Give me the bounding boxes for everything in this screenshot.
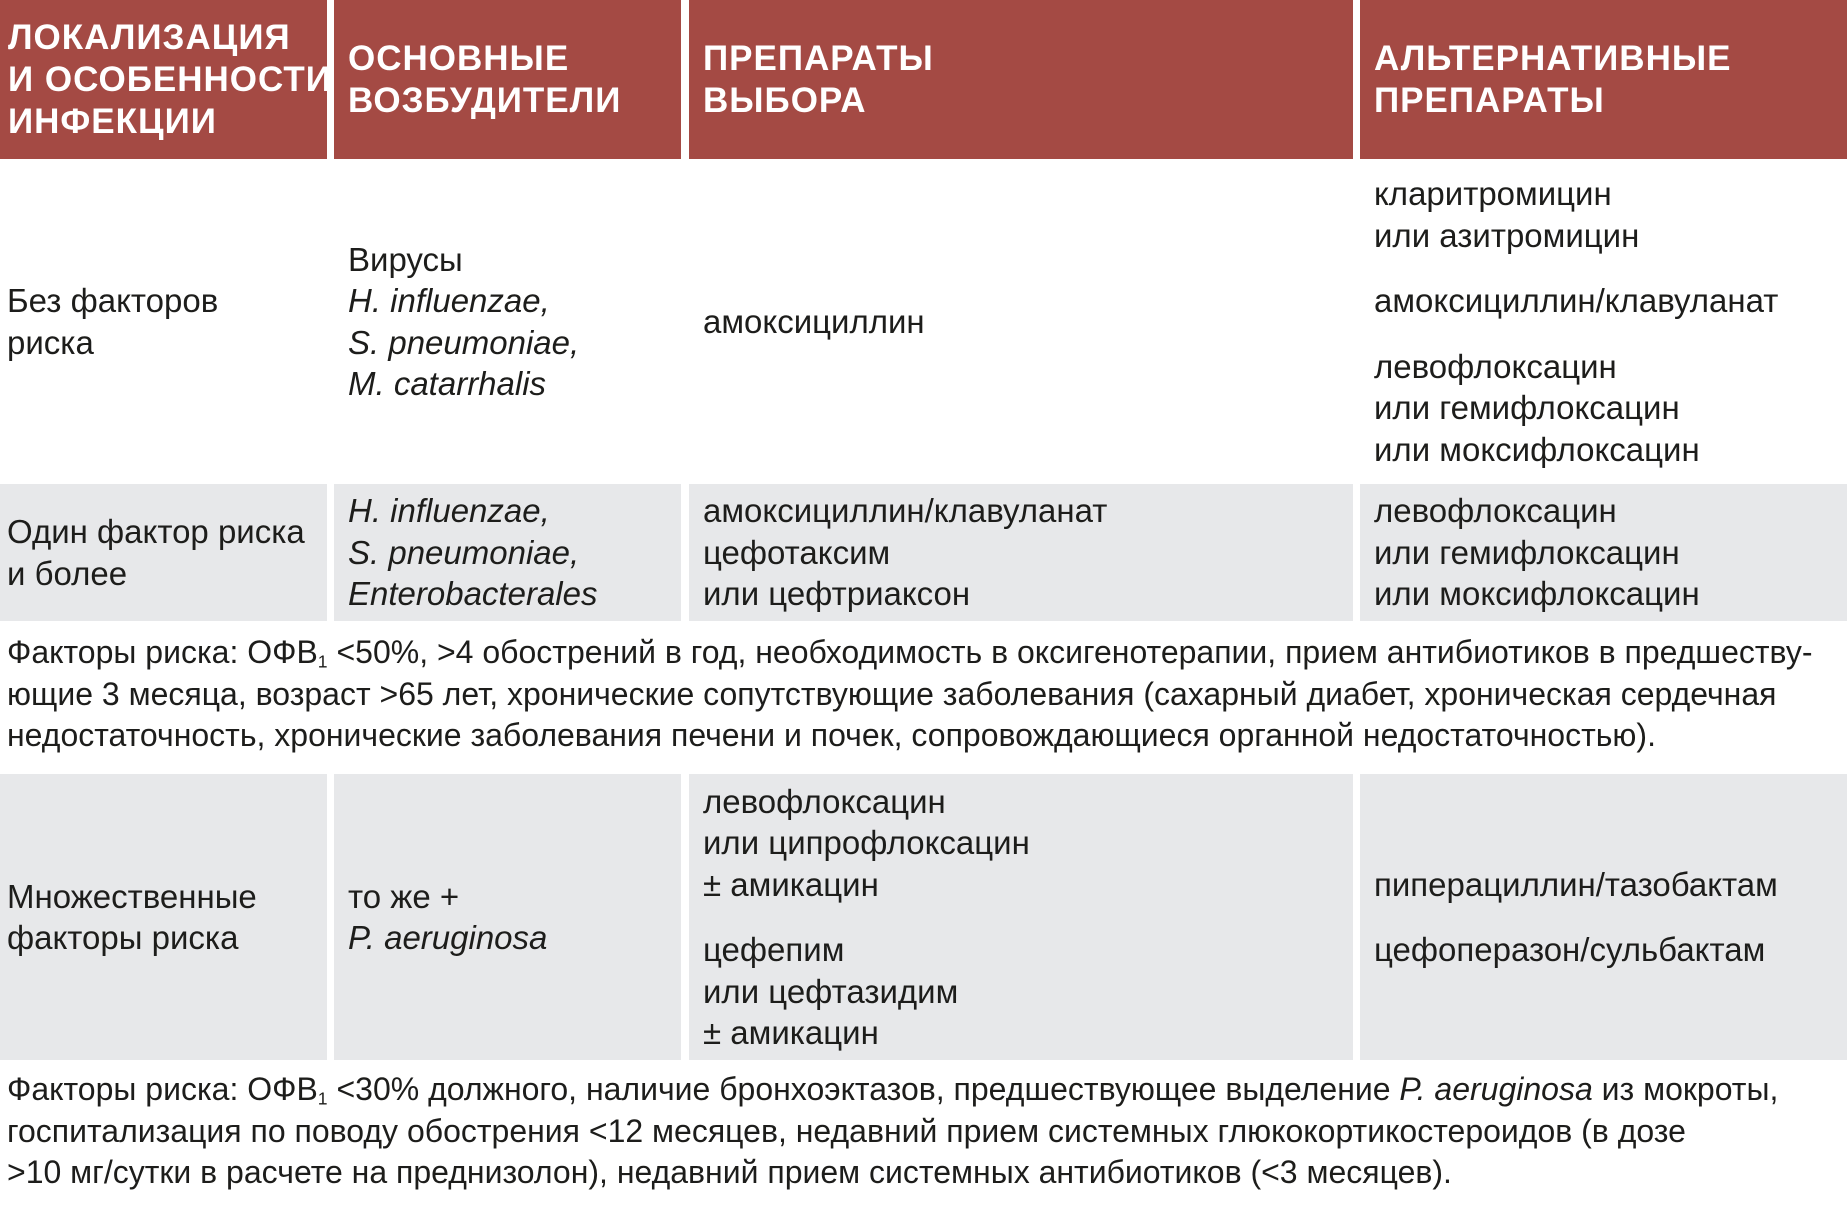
cell-text: Вирусы: [348, 240, 463, 278]
cell-text: и более: [7, 554, 128, 592]
cell-pathogens: [334, 159, 681, 484]
cell-text: S. pneumoniae,: [348, 323, 580, 361]
header-text: ПРЕПАРАТЫ: [703, 38, 934, 78]
header-text: ИНФЕКЦИИ: [8, 101, 217, 141]
cell-alternatives: [1360, 774, 1847, 1060]
note-text: госпитализация по поводу обострения <12 месяцев, недавний прием системных глюкокортикостероидов (в дозе: [7, 1112, 1686, 1149]
header-text: ПРЕПАРАТЫ: [1374, 80, 1605, 120]
cell-text: левофлоксацин: [1374, 347, 1617, 385]
cell-text: M. catarrhalis: [348, 365, 547, 402]
table-row: [0, 159, 1847, 484]
spacer: [703, 905, 1341, 929]
risk-factors-note: [7, 1069, 1837, 1194]
cell-drugs: [689, 159, 1353, 484]
cell-text: цефотаксим: [703, 533, 891, 571]
cell-text: амоксициллин: [703, 302, 925, 340]
header-drugs: [689, 0, 1353, 159]
header-text: АЛЬТЕРНАТИВНЫЕ: [1374, 38, 1732, 78]
table-row: [0, 484, 1847, 621]
cell-text: Множественные: [7, 877, 257, 915]
cell-text: факторы риска: [7, 919, 239, 956]
table-row: [0, 774, 1847, 1060]
header-text: ОСНОВНЫЕ: [348, 38, 570, 78]
cell-text: левофлоксацин: [1374, 492, 1617, 530]
note-subscript: 1: [317, 1088, 328, 1109]
cell-pathogens: [334, 774, 681, 1060]
header-text: ВОЗБУДИТЕЛИ: [348, 80, 622, 120]
note-text: Факторы риска: ОФВ: [7, 634, 318, 670]
cell-text: S. pneumoniae,: [348, 533, 580, 571]
cell-text: амоксициллин/клавуланат: [703, 492, 1108, 530]
cell-text: H. influenzae,: [348, 282, 550, 319]
cell-pathogens: [334, 484, 681, 621]
note-text: >10 мг/сутки в расчете на преднизолон), недавний прием системных антибиотиков (<3 месяцев).: [7, 1154, 1452, 1190]
cell-text: или азитромицин: [1374, 216, 1640, 254]
header-alternatives: [1360, 0, 1847, 159]
header-location: [0, 0, 332, 159]
cell-text: кларитромицин: [1374, 175, 1612, 212]
note-text: ющие 3 месяца, возраст >65 лет, хронические сопутствующие заболевания (сахарный диабет, хроническая сердечная: [7, 675, 1777, 712]
header-pathogens: [334, 0, 681, 159]
cell-text: Один фактор риска: [7, 513, 305, 550]
cell-text: пиперациллин/тазобактам: [1374, 865, 1778, 903]
cell-text: или цефтазидим: [703, 972, 959, 1010]
cell-text: цефоперазон/сульбактам: [1374, 931, 1766, 968]
cell-text: амоксициллин/клавуланат: [1374, 282, 1779, 319]
cell-drugs: [689, 774, 1353, 1060]
cell-drugs: [689, 484, 1353, 621]
cell-text: или моксифлоксацин: [1374, 575, 1700, 613]
cell-alternatives: [1360, 159, 1847, 484]
header-text: И ОСОБЕННОСТИ: [8, 59, 332, 99]
cell-text: или ципрофлоксацин: [703, 824, 1030, 861]
note-subscript: 1: [317, 651, 328, 672]
cell-text: Без факторов: [7, 282, 219, 319]
cell-text: риска: [7, 323, 94, 361]
table-header: [0, 0, 1847, 159]
header-text: ЛОКАЛИЗАЦИЯ: [8, 17, 291, 57]
cell-text: ± амикацин: [703, 865, 879, 903]
note-text: <50%, >4 обострений в год, необходимость в оксигенотерапии, прием антибиотиков в предшеству-: [327, 634, 1813, 670]
spacer: [1374, 322, 1835, 346]
note-text: Факторы риска: ОФВ: [7, 1071, 318, 1107]
spacer: [1374, 256, 1835, 280]
cell-text: или гемифлоксацин: [1374, 389, 1680, 426]
cell-text: или моксифлоксацин: [1374, 430, 1700, 468]
cell-text: Enterobacterales: [348, 575, 598, 613]
cell-location: [0, 484, 327, 621]
cell-alternatives: [1360, 484, 1847, 621]
header-text: ВЫБОРА: [703, 80, 867, 120]
cell-text: цефепим: [703, 931, 845, 968]
cell-location: [0, 159, 327, 484]
cell-text: H. influenzae,: [348, 492, 550, 530]
cell-text: P. aeruginosa: [348, 919, 548, 956]
note-text: P. aeruginosa: [1399, 1071, 1593, 1107]
spacer: [1374, 905, 1835, 929]
note-text: недостаточность, хронические заболевания печени и почек, сопровождающиеся органной недостаточностью).: [7, 717, 1656, 753]
cell-text: или цефтриаксон: [703, 575, 971, 613]
cell-text: левофлоксацин: [703, 782, 946, 820]
cell-text: то же +: [348, 877, 460, 915]
note-text: <30% должного, наличие бронхоэктазов, предшествующее выделение: [327, 1071, 1400, 1107]
risk-factors-note: [7, 632, 1837, 757]
cell-text: или гемифлоксацин: [1374, 533, 1680, 571]
cell-text: ± амикацин: [703, 1014, 879, 1051]
note-text: из мокроты,: [1592, 1071, 1779, 1107]
cell-location: [0, 774, 327, 1060]
